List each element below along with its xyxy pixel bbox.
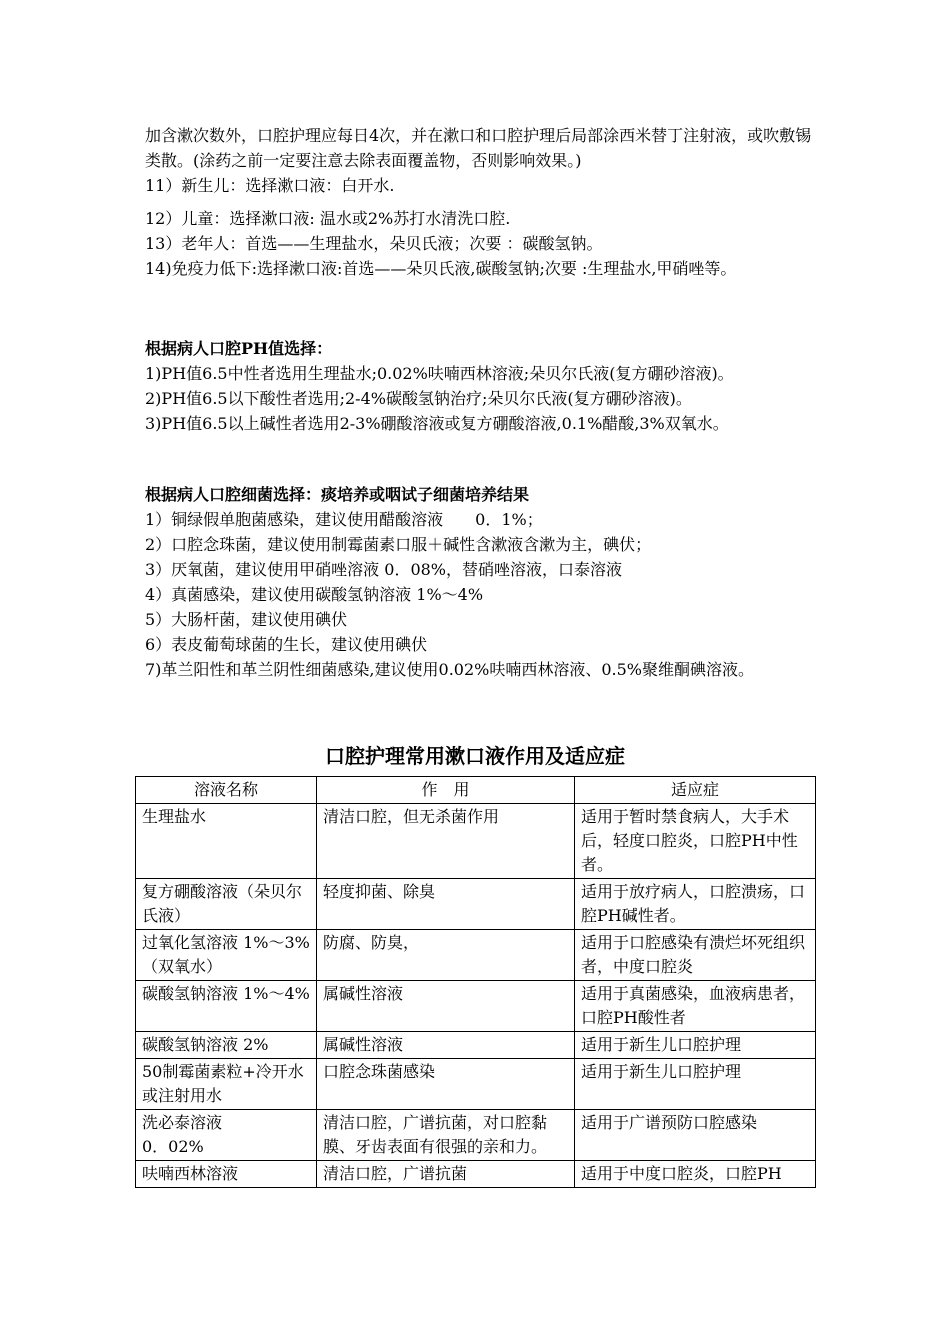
ph-section-heading: 根据病人口腔PH值选择： [145,339,333,358]
cell-indication: 适用于中度口腔炎，口腔PH [575,1161,816,1188]
table-row [136,981,816,1032]
table-row [136,804,816,879]
mouthwash-table [135,776,816,1188]
cell-indication: 适用于广谱预防口腔感染 [575,1110,816,1161]
cell-effect: 清洁口腔，但无杀菌作用 [317,804,575,879]
bacteria-item: 6）表皮葡萄球菌的生长，建议使用碘伏 [145,635,428,654]
table-header-row [136,777,816,804]
cell-effect: 防腐、防臭， [317,930,575,981]
cell-indication: 适用于真菌感染，血液病患者，口腔PH酸性者 [575,981,816,1032]
intro-line: 11）新生儿：选择漱口液：白开水. [145,176,395,195]
header-indication: 适应症 [575,777,816,804]
intro-line: 加含漱次数外，口腔护理应每日4次，并在漱口和口腔护理后局部涂西米替丁注射液，或吹敷锡类散。(涂药之前一定要注意去除表面覆盖物，否则影响效果。) [145,126,812,170]
table-row [136,879,816,930]
table-row [136,930,816,981]
table-row [136,1059,816,1110]
cell-indication: 适用于放疗病人，口腔溃疡，口腔PH碱性者。 [575,879,816,930]
header-effect: 作 用 [317,777,575,804]
cell-effect: 轻度抑菌、除臭 [317,879,575,930]
intro-line: 12）儿童：选择漱口液: 温水或2%苏打水清洗口腔. [145,209,511,228]
cell-effect: 清洁口腔，广谱抗菌 [317,1161,575,1188]
bacteria-item: 4）真菌感染，建议使用碳酸氢钠溶液 1%～4% [145,585,484,604]
table-row [136,1161,816,1188]
cell-solution-name: 50制霉菌素粒+冷开水或注射用水 [136,1059,317,1110]
intro-paragraph [145,123,825,281]
cell-solution-name: 碳酸氢钠溶液 1%～4% [136,981,317,1032]
ph-item: 1)PH值6.5中性者选用生理盐水;0.02%呋喃西林溶液;朵贝尔氏液(复方硼砂溶液)。 [145,364,734,383]
bacteria-section-heading: 根据病人口腔细菌选择：痰培养或咽试子细菌培养结果 [145,485,530,504]
ph-item: 3)PH值6.5以上碱性者选用2-3%硼酸溶液或复方硼酸溶液,0.1%醋酸,3%双氧水。 [145,414,729,433]
cell-effect: 属碱性溶液 [317,1032,575,1059]
cell-effect: 口腔念珠菌感染 [317,1059,575,1110]
intro-line: 13）老年人：首选——生理盐水，朵贝氏液；次要 ：碳酸氢钠。 [145,234,603,253]
header-solution-name: 溶液名称 [136,777,317,804]
cell-effect: 属碱性溶液 [317,981,575,1032]
cell-indication: 适用于暂时禁食病人，大手术后，轻度口腔炎，口腔PH中性者。 [575,804,816,879]
bacteria-item: 2）口腔念珠菌，建议使用制霉菌素口服＋碱性含漱液含漱为主，碘伏； [145,535,652,554]
table-row [136,1032,816,1059]
intro-line: 14)免疫力低下:选择漱口液:首选——朵贝氏液,碳酸氢钠;次要 :生理盐水,甲硝唑等。 [145,259,737,278]
cell-solution-name: 碳酸氢钠溶液 2% [136,1032,317,1059]
bacteria-item: 3）厌氧菌，建议使用甲硝唑溶液 0．08%，替硝唑溶液，口泰溶液 [145,560,623,579]
bacteria-section [145,482,825,682]
bacteria-item: 5）大肠杆菌，建议使用碘伏 [145,610,348,629]
cell-solution-name: 复方硼酸溶液（朵贝尔氏液） [136,879,317,930]
cell-indication: 适用于新生儿口腔护理 [575,1059,816,1110]
cell-solution-name: 生理盐水 [136,804,317,879]
cell-solution-name: 过氧化氢溶液 1%～3%（双氧水） [136,930,317,981]
cell-solution-name: 呋喃西林溶液 [136,1161,317,1188]
bacteria-item: 7)革兰阳性和革兰阴性细菌感染,建议使用0.02%呋喃西林溶液、0.5%聚维酮碘溶液。 [145,660,754,679]
bacteria-item: 1）铜绿假单胞菌感染，建议使用醋酸溶液 0．1%； [145,510,543,529]
cell-effect: 清洁口腔，广谱抗菌，对口腔黏膜、牙齿表面有很强的亲和力。 [317,1110,575,1161]
cell-indication: 适用于口腔感染有溃烂坏死组织者，中度口腔炎 [575,930,816,981]
table-title: 口腔护理常用漱口液作用及适应症 [325,744,625,768]
cell-solution-name: 洗必泰溶液 0．02% [136,1110,317,1161]
table-row [136,1110,816,1161]
cell-indication: 适用于新生儿口腔护理 [575,1032,816,1059]
ph-item: 2)PH值6.5以下酸性者选用;2-4%碳酸氢钠治疗;朵贝尔氏液(复方硼砂溶液)。 [145,389,692,408]
ph-section [145,336,825,436]
